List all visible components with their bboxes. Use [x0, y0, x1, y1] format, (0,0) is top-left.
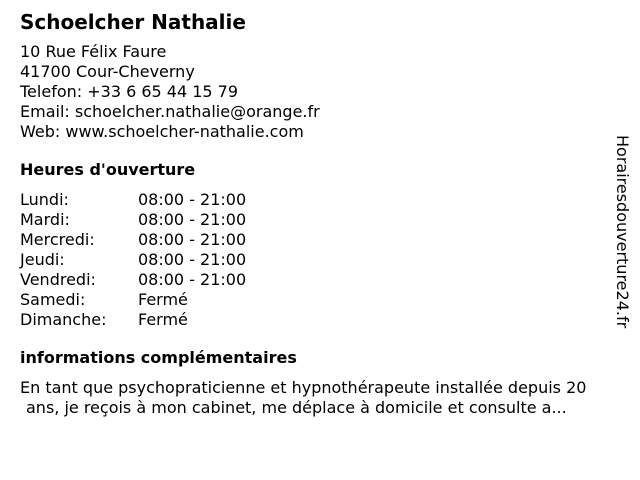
hours-row	[20, 250, 620, 270]
info-line: ans, je reçois à mon cabinet, me déplace à domicile et consulte a...	[26, 398, 567, 417]
hours-row	[20, 210, 620, 230]
day-hours: 08:00 - 21:00	[138, 230, 247, 249]
hours-row	[20, 290, 620, 310]
info-text	[20, 378, 620, 418]
day-label: Samedi:	[20, 290, 86, 309]
day-label: Dimanche:	[20, 310, 107, 329]
info-line: En tant que psychopraticienne et hypnothérapeute installée depuis 20	[20, 378, 587, 397]
phone-text: Telefon: +33 6 65 44 15 79	[20, 82, 239, 101]
day-label: Jeudi:	[20, 250, 65, 269]
day-hours: 08:00 - 21:00	[138, 270, 247, 289]
info-heading: informations complémentaires	[20, 348, 297, 367]
hours-row	[20, 310, 620, 330]
business-card	[20, 10, 620, 418]
day-label: Vendredi:	[20, 270, 96, 289]
hours-table	[20, 190, 620, 330]
hours-row	[20, 270, 620, 290]
hours-row	[20, 190, 620, 210]
day-hours: 08:00 - 21:00	[138, 190, 247, 209]
address-city: 41700 Cour-Cheverny	[20, 62, 195, 81]
hours-row	[20, 230, 620, 250]
website-text: Web: www.schoelcher-nathalie.com	[20, 122, 304, 141]
hours-heading: Heures d'ouverture	[20, 160, 196, 179]
day-hours: 08:00 - 21:00	[138, 250, 247, 269]
day-hours: Fermé	[138, 310, 188, 329]
business-name: Schoelcher Nathalie	[20, 10, 246, 34]
day-label: Lundi:	[20, 190, 69, 209]
day-hours: Fermé	[138, 290, 188, 309]
site-watermark: Horairesdouverture24.fr	[613, 135, 632, 329]
address-street: 10 Rue Félix Faure	[20, 42, 167, 61]
email-text: Email: schoelcher.nathalie@orange.fr	[20, 102, 320, 121]
day-hours: 08:00 - 21:00	[138, 210, 247, 229]
day-label: Mercredi:	[20, 230, 95, 249]
day-label: Mardi:	[20, 210, 70, 229]
